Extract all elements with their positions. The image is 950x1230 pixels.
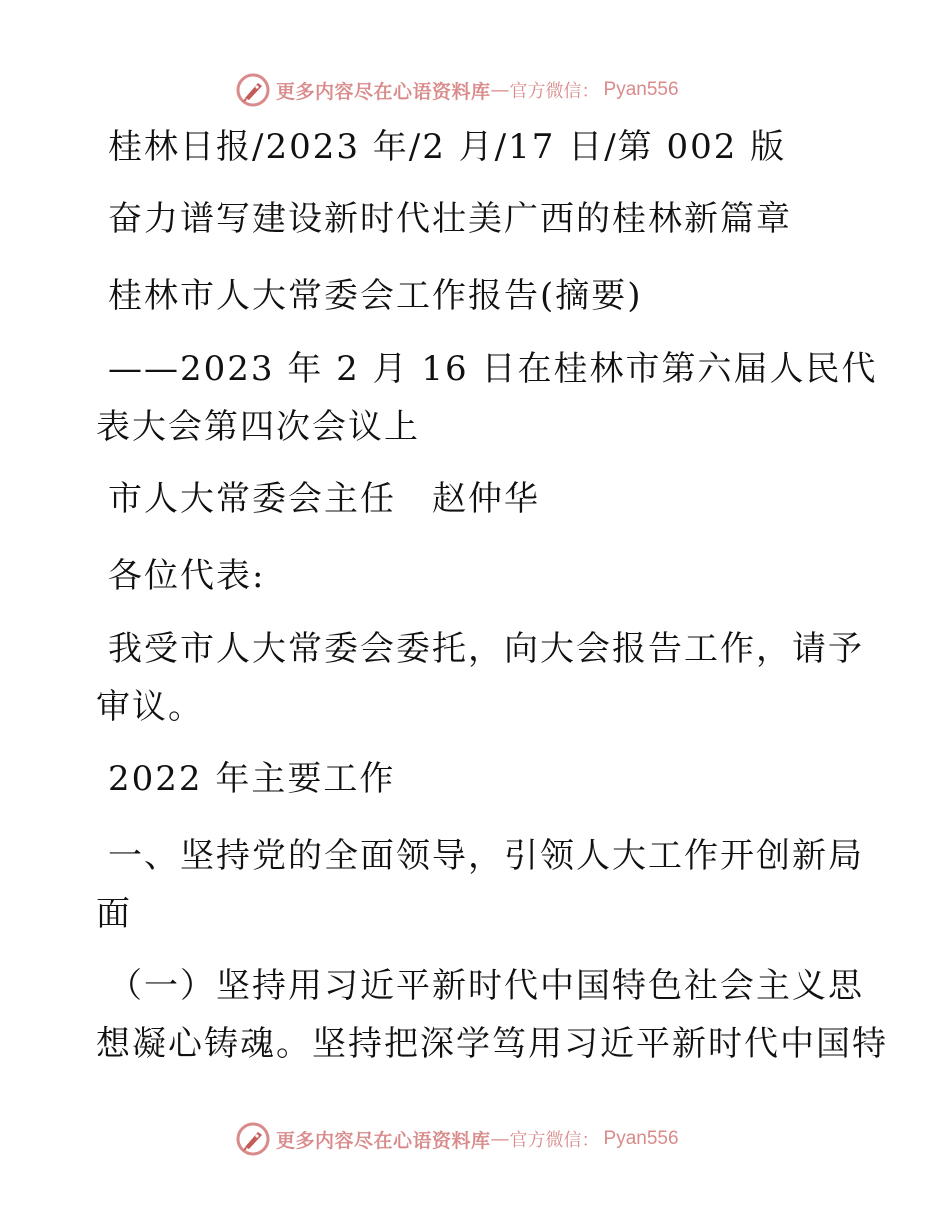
speaker: 市人大常委会主任 赵仲华 — [108, 479, 540, 519]
report-title: 桂林市人大常委会工作报告(摘要) — [108, 276, 643, 316]
watermark-separator: — — [490, 1128, 510, 1150]
pen-nib-logo-icon — [236, 1122, 270, 1156]
section-heading: 2022 年主要工作 — [108, 759, 396, 799]
source-line: 桂林日报/2023 年/2 月/17 日/第 002 版 — [108, 127, 787, 167]
watermark-sub: 官方微信： — [509, 81, 600, 102]
watermark-separator: — — [490, 79, 510, 101]
pen-nib-logo-icon — [236, 73, 270, 107]
watermark-sub: 官方微信： — [509, 1130, 600, 1151]
watermark-handle: Pyan556 — [603, 79, 679, 100]
intro-line-1: 我受市人大常委会委托，向大会报告工作，请予 — [108, 629, 864, 669]
point-1-line-2: 面 — [96, 894, 132, 934]
watermark-banner-top — [236, 73, 679, 107]
watermark-banner-bottom — [236, 1122, 679, 1156]
point-1-line-1: 一、坚持党的全面领导，引领人大工作开创新局 — [108, 836, 864, 876]
occasion-line-1: ——2023 年 2 月 16 日在桂林市第六届人民代 — [108, 349, 878, 389]
intro-line-2: 审议。 — [96, 687, 204, 727]
salutation: 各位代表: — [108, 556, 266, 596]
watermark-text: 更多内容尽在心语资料库 — [276, 1129, 491, 1152]
watermark-handle: Pyan556 — [603, 1128, 679, 1149]
sub-1-line-2: 想凝心铸魂。坚持把深学笃用习近平新时代中国特 — [96, 1024, 888, 1064]
occasion-line-2: 表大会第四次会议上 — [96, 407, 420, 447]
sub-1-line-1: （一）坚持用习近平新时代中国特色社会主义思 — [108, 966, 864, 1006]
headline: 奋力谱写建设新时代壮美广西的桂林新篇章 — [108, 199, 792, 239]
watermark-text: 更多内容尽在心语资料库 — [276, 80, 491, 103]
